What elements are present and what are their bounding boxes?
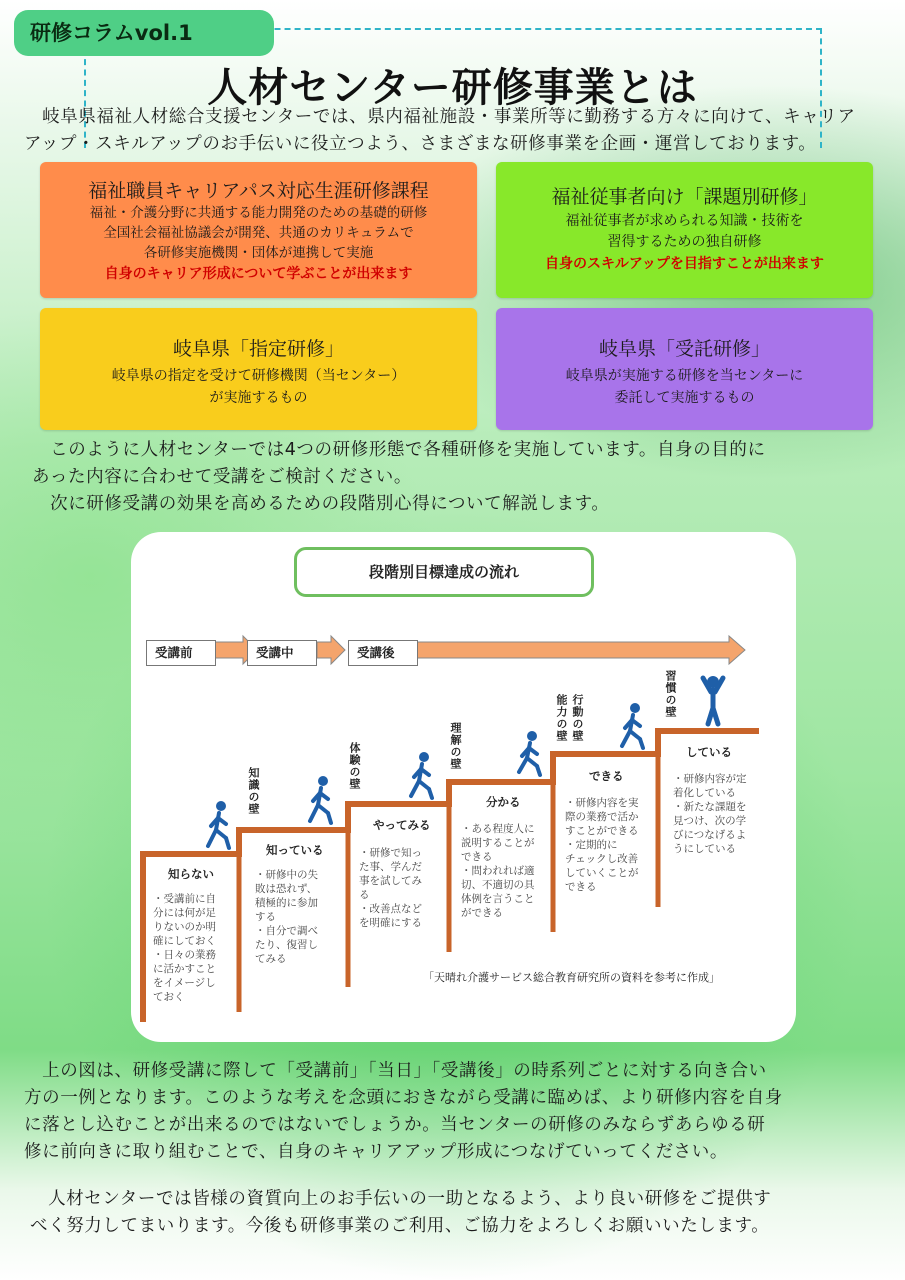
step-body: ・ある程度人に 説明することが できる ・問われれば適 切、不適切の具 体例を言うこと ができる (461, 823, 535, 919)
step-body: ・研修内容が定 着化している ・新たな課題を 見つけ、次の学 びにつなげるよ うにしている (673, 773, 747, 855)
stage-after: 受講後 (348, 640, 418, 666)
box-title: 福祉職員キャリアパス対応生涯研修課程 (88, 180, 429, 202)
source-credit: 「天晴れ介護サービス総合教育研究所の資料を参考に作成」 (423, 971, 720, 984)
wall-label: 行動の壁 (571, 694, 584, 742)
closing-paragraph (30, 1186, 892, 1240)
box-line: 全国社会福祉協議会が開発、共通のカリキュラムで (103, 225, 414, 241)
arrow-3-icon (416, 636, 745, 664)
walker-icon (622, 703, 643, 748)
step-body: ・研修で知っ た事、学んだ 事を試してみ る ・改善点など を明確にする (359, 847, 422, 929)
after-line: 上の図は、研修受講に際して「受講前」「当日」「受講後」の時系列ごとに対する向き合い (24, 1061, 767, 1081)
arrow-2-icon (317, 636, 345, 664)
cheering-person-icon (703, 676, 723, 724)
box-title: 福祉従事者向け「課題別研修」 (551, 186, 818, 208)
intro-line: アップ・スキルアップのお手伝いに役立つよう、さまざまな研修事業を企画・運営しております。 (24, 134, 817, 154)
stage-before: 受講前 (146, 640, 216, 666)
step-body: ・研修中の失 敗は恐れず、 積極的に参加 する ・自分で調べ たり、復習し てみる (255, 869, 318, 965)
box-line: 習得するための独自研修 (607, 234, 762, 250)
after-line: 方の一例となります。このような考えを念頭におきながら受講に臨めば、より研修内容を自身 (24, 1088, 783, 1108)
step-title: 知らない (168, 867, 214, 881)
wall-label: 理解の壁 (449, 722, 462, 770)
walker-icon (208, 801, 229, 848)
box-line: 岐阜県が実施する研修を当センターに (565, 368, 804, 384)
step-title: している (686, 745, 732, 759)
middle-line: あった内容に合わせて受講をご検討ください。 (32, 467, 412, 487)
box-line: が実施するもの (209, 390, 308, 406)
walker-icon (411, 752, 432, 798)
step-title: 知っている (266, 843, 324, 857)
closing-line: べく努力してまいります。今後も研修事業のご利用、ご協力をよろしくお願いいたします。 (30, 1216, 770, 1236)
step-title: できる (589, 769, 624, 783)
after-paragraph (24, 1058, 894, 1166)
walker-icon (519, 731, 540, 775)
wall-label: 体験の壁 (348, 742, 361, 790)
middle-line: 次に研修受講の効果を高めるための段階別心得について解説します。 (32, 494, 610, 514)
box-line: 各研修実施機関・団体が連携して実施 (143, 245, 374, 261)
box-title: 岐阜県「指定研修」 (172, 338, 344, 360)
step-body: ・研修内容を実 際の業務で活か すことができる ・定期的に チェックし改善 していくことが できる (565, 797, 639, 893)
page-title: 人材センター研修事業とは (207, 65, 698, 111)
middle-line: このように人材センターでは4つの研修形態で各種研修を実施しています。自身の目的に (32, 440, 766, 460)
step-title: やってみる (373, 818, 431, 832)
intro-line: 岐阜県福祉人材総合支援センターでは、県内福祉施設・事業所等に勤務する方々に向けて、キャリア (24, 107, 856, 127)
box-title: 岐阜県「受託研修」 (598, 338, 770, 360)
after-line: 修に前向きに取り組むことで、自身のキャリアアップ形成につなげていってください。 (24, 1142, 728, 1162)
training-box-commissioned (496, 308, 873, 430)
training-box-designated (40, 308, 477, 430)
diagram-title: 段階別目標達成の流れ (294, 547, 594, 597)
wall-label: 能力の壁 (555, 694, 568, 742)
wall-label: 習慣の壁 (664, 670, 677, 718)
box-line: 福祉従事者が求められる知識・技術を (565, 213, 804, 229)
training-box-career-path (40, 162, 477, 298)
after-line: に落とし込むことが出来るのではないでしょうか。当センターの研修のみならずあらゆる研 (24, 1115, 766, 1135)
stage-diagram (131, 532, 796, 1042)
step-body: ・受講前に自 分には何が足 りないのか明 確にしておく ・日々の業務 に活かすこと をイメージし ておく (153, 893, 216, 1003)
stage-during: 受講中 (247, 640, 317, 666)
box-line: 福祉・介護分野に共通する能力開発のための基礎的研修 (89, 205, 428, 221)
wall-label: 知識の壁 (247, 767, 260, 815)
column-tag: 研修コラムvol.1 (14, 10, 274, 56)
intro-paragraph (24, 104, 894, 158)
box-line: 岐阜県の指定を受けて研修機関（当センター） (111, 368, 406, 384)
middle-paragraph (32, 437, 892, 518)
step-title: 分かる (486, 795, 521, 809)
box-highlight: 自身のキャリア形成について学ぶことが出来ます (104, 266, 413, 282)
closing-line: 人材センターでは皆様の資質向上のお手伝いの一助となるよう、より良い研修をご提供す (30, 1189, 772, 1209)
training-box-topic (496, 162, 873, 298)
walker-icon (310, 776, 331, 823)
box-highlight: 自身のスキルアップを目指すことが出来ます (545, 256, 824, 272)
box-line: 委託して実施するもの (614, 390, 755, 406)
